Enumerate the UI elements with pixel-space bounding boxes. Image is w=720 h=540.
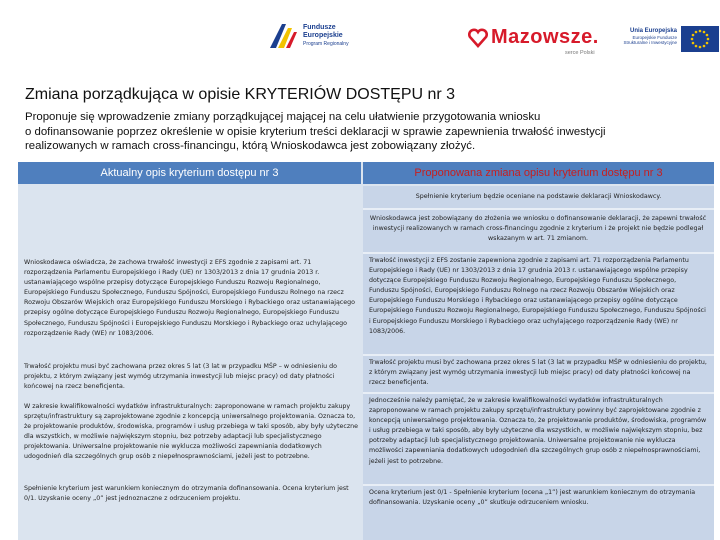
proposed-change-column: [363, 186, 714, 540]
mazowsze-logo: [468, 26, 599, 56]
header-proposed-change: Proponowana zmiana opisu kryterium dostępu nr 3: [363, 162, 714, 184]
fundusze-europejskie-logo: [268, 22, 349, 50]
intro-paragraph: [25, 110, 705, 154]
fe-line2: Europejskie: [303, 32, 343, 39]
logo-bar: [0, 0, 720, 72]
current-paragraph-4: Spełnienie kryterium jest warunkiem koniecznym do otrzymania dofinansowania. Ocena kryterium jest 0/1. Uzyskanie oceny „0” jest jednoznaczne z odrzuceniem projektu.: [24, 485, 349, 503]
page-title: Zmiana porządkująca w opisie KRYTERIÓW DOSTĘPU nr 3: [25, 86, 456, 103]
proposed-paragraph-3: Trwałość inwestycji z EFS zostanie zapewniona zgodnie z zapisami art. 71 rozporządzenia Parlamentu Europejskiego i Rady (UE) nr 1303/2013 z dnia 17 grudnia 2013 r. ustanawiającego wspólne przepisy dotyczące Europejskiego Funduszu Rozwoju Regionalnego, Europejskiego Funduszu Społecznego, Funduszu Spójności, Europejskiego Funduszu Rolnego na rzecz Rozwoju Obszarów Wiejskich oraz Europejskiego Funduszu Morskiego i Rybackiego oraz ustanawiającego przepisy ogólne dotyczące Europejskiego Funduszu Rozwoju Regionalnego, Europejskiego Funduszu Społecznego, Funduszu Spójności i Europejskiego Funduszu Morskiego i Rybackiego oraz uchylającego rozporządzenie Rady (WE) nr 1083/2006.: [369, 257, 706, 335]
ue-line3: Strukturalne i Inwestycyjne: [623, 40, 677, 45]
row-divider: [363, 484, 714, 486]
eu-flag-icon: [681, 26, 719, 52]
intro-line-2: o dofinansowanie poprzez określenie w opisie kryterium treści deklaracji w sprawie zapewnienia trwałość inwestycji: [25, 125, 606, 138]
row-divider: [363, 354, 714, 356]
proposed-paragraph-5: Jednocześnie należy pamiętać, że w zakresie kwalifikowalności wydatków infrastrukturalnych zaproponowane w ramach projektu zakupy sprzętu/infrastruktury powinny być zaprojektowane zgodnie z koncepcją uniwersalnego projektowania. Oznacza to, że projektowanie produktów, środowiska, programów i usług przebiega w taki sposób, aby były użyteczne dla wszystkich, w możliwie największym stopniu, bez potrzeby adaptacji lub specjalistycznego projektowania. Uniwersalne projektowanie nie wyklucza możliwości zapewniania dodatkowych udogodnień dla szczególnych grup osób z niepełnosprawnościami, jeżeli jest to potrzebne.: [369, 397, 707, 465]
ue-line1: Unia Europejska: [629, 28, 677, 34]
header-current-criterion: Aktualny opis kryterium dostępu nr 3: [18, 162, 361, 184]
comparison-table: [18, 162, 714, 540]
intro-line-3: realizowanych w ramach cross-financingu, którą Wnioskodawca jest zobowiązany złożyć.: [25, 140, 476, 152]
proposed-paragraph-1: Spełnienie kryterium będzie oceniane na podstawie deklaracji Wnioskodawcy.: [415, 193, 662, 200]
row-divider: [363, 392, 714, 394]
fe-sub: Program Regionalny: [303, 41, 349, 47]
current-criterion-column: [18, 186, 361, 540]
mazowsze-wordmark: Mazowsze.: [491, 26, 599, 48]
current-paragraph-1: Wnioskodawca oświadcza, że zachowa trwałość inwestycji z EFS zgodnie z zapisami art. 71 rozporządzenia Parlamentu Europejskiego i Rady (UE) nr 1303/2013 z dnia 17 grudnia 2013 r. ustanawiającego wspólne przepisy dotyczące Europejskiego Funduszu Rozwoju Regionalnego, Europejskiego Funduszu Społecznego, Funduszu Spójności, Europejskiego Funduszu Rolnego na rzecz Rozwoju Obszarów Wiejskich oraz Europejskiego Funduszu Morskiego i Rybackiego oraz ustanawiającego przepisy ogólne dotyczące Europejskiego Funduszu Rozwoju Regionalnego, Europejskiego Funduszu Społecznego, Funduszu Spójności i Europejskiego Funduszu Morskiego i Rybackiego oraz uchylającego rozporządzenie Rady (WE) nr 1083/2006.: [24, 259, 355, 337]
proposed-paragraph-4: Trwałość projektu musi być zachowana przez okres 5 lat (3 lat w przypadku MŚP w odniesieniu do projektu, z którym związany jest wymóg utrzymania inwestycji lub miejsc pracy) od daty płatności końcowej na rzecz beneficjenta.: [369, 359, 707, 387]
intro-line-1: Proponuje się wprowadzenie zmiany porządkującej mającej na celu ułatwienie przygotowania wniosku: [25, 111, 541, 123]
fe-star-icon: [268, 22, 298, 50]
proposed-paragraph-6: Ocena kryterium jest 0/1 - Spełnienie kryterium (ocena „1”) jest warunkiem koniecznym do otrzymania dofinansowania. Uzyskanie oceny „0” skutkuje odrzuceniem wniosku.: [369, 489, 696, 507]
mazowsze-tagline: serce Polski: [565, 50, 595, 56]
current-paragraph-3: W zakresie kwalifikowalności wydatków infrastrukturalnych: zaproponowane w ramach projektu zakupy sprzętu/infrastruktury są zaprojektowane zgodnie z koncepcją uniwersalnego projektowania. Oznacza to, że projektowanie produktów, środowiska, programów i usług przebiega w taki sposób, aby były użyteczne dla wszystkich, w możliwie największym stopniu, bez potrzeby adaptacji lub specjalistycznego projektowania. Uniwersalne projektowanie nie wyklucza możliwości zapewniania dodatkowych udogodnień dla szczególnych grup osób z niepełnosprawnościami, jeżeli jest to potrzebne.: [24, 403, 359, 461]
row-divider: [363, 208, 714, 210]
row-divider: [363, 252, 714, 254]
ue-line2: Europejskie Fundusze: [632, 35, 677, 40]
proposed-paragraph-2: Wnioskodawca jest zobowiązany do złożenia we wniosku o dofinansowanie deklaracji, że zapewni trwałość inwestycji realizowanych w ramach cross-financingu zgodnie z kryterium i że projekt nie będzie podlegał wskazanym w art. 71 zmianom.: [369, 215, 707, 243]
current-paragraph-2: Trwałość projektu musi być zachowana przez okres 5 lat (3 lat w przypadku MŚP – w odniesieniu do projektu, z którym związany jest wymóg utrzymania inwestycji lub miejsc pracy) od daty płatności końcowej na rzecz beneficjenta.: [24, 363, 337, 391]
mazowsze-heart-icon: [468, 28, 488, 48]
fe-line1: Fundusze: [303, 24, 336, 31]
